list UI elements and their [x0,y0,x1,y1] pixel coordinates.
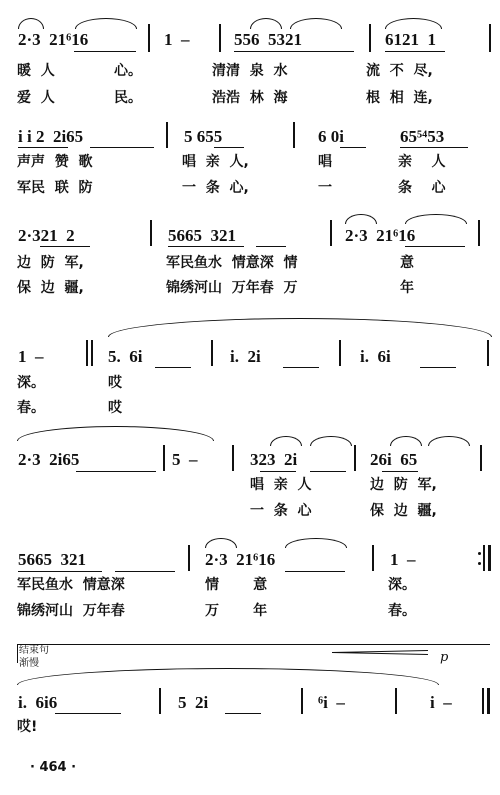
slur [428,436,470,446]
underline [310,471,346,472]
slur [270,436,302,446]
notes: 2·3 21⁶16 [345,226,416,245]
barline [148,24,150,52]
page-number: · 464 · [30,760,77,775]
lyric-line: 军民鱼水 情意深 [17,577,125,593]
underline [382,471,418,472]
slur [290,18,342,29]
underline [90,147,154,148]
slur [75,18,137,29]
lyric-line: 清清 泉 水 [212,63,288,79]
underline [115,571,175,572]
barline [232,445,234,471]
underline [168,246,244,247]
underline [256,246,286,247]
lyric-line: 意 [400,255,414,271]
repeat-dot [478,562,481,565]
barline [369,24,371,52]
slur [310,436,352,446]
lyric-line: 声声 赞 歌 [17,154,93,170]
lyric-line: 亲 人 [398,154,446,170]
underline [385,51,445,52]
barline [482,688,484,714]
notes: 26i 65 [370,450,418,469]
lyric-line: 年 [400,280,414,296]
lyric-line: 锦绣河山 万年春 [17,603,125,619]
barline [219,24,221,52]
barline [166,122,168,148]
notes: 5665 321 [168,226,236,245]
barline [159,688,161,714]
underline [18,571,102,572]
underline [40,246,90,247]
underline [420,367,456,368]
lyric-line: 一 [318,180,332,196]
lyric-line: 根 相 连, [366,90,433,106]
notes: 556 5321 [234,30,302,49]
slur [205,538,237,548]
lyric-line: 保 边 疆, [370,503,437,519]
repeat-barline [488,545,491,571]
lyric-line: 深。 [388,577,416,593]
barline [372,545,374,571]
lyric-line: 哎 [108,375,122,391]
lyric-line: 边 防 军, [17,255,84,271]
notes: 6 0i [318,127,344,146]
barline [150,220,152,246]
lyric-line: 春。 [17,400,45,416]
lyric-line: 军民 联 防 [17,180,93,196]
underline [405,246,465,247]
phrase-slur [17,668,439,685]
phrase-slur [108,318,492,337]
barline [354,445,356,471]
underline [74,51,136,52]
underline [225,713,261,714]
underline [155,367,191,368]
notes: 5 – [172,450,198,469]
barline [293,122,295,148]
lyric-line: 民。 [114,90,142,106]
barline [211,340,213,366]
slur [390,436,422,446]
barline [188,545,190,571]
lyric-line: 保 边 疆, [17,280,84,296]
lyric-line: 万 年 [205,603,268,619]
lyric-line: 一 条 心 [250,503,312,519]
underline [340,147,366,148]
lyric-line: 军民鱼水 情意深 情 [166,255,298,271]
lyric-line: 边 防 军, [370,477,437,493]
lyric-line: 唱 亲 人, [182,154,249,170]
underline [76,471,156,472]
barline [489,24,491,52]
notes: 5665 321 [18,550,86,569]
lyric-line: 哎 [108,400,122,416]
notes: 5 2i [178,693,209,712]
tempo-label: 渐慢 [19,658,39,669]
dynamic-mark: p [440,650,449,665]
barline [478,220,480,246]
notes: 2·321 2 [18,226,75,245]
notes: i i 2 2i65 [18,127,84,146]
barline [487,340,489,366]
lyric-line: 情 意 [205,577,268,593]
notes: ⁶i – [318,693,345,712]
barline [483,545,485,571]
notes: i. 2i [230,347,261,366]
barline [330,220,332,246]
lyric-line: 春。 [388,603,416,619]
lyric-line: 一 条 心, [182,180,249,196]
underline [214,147,244,148]
notes: 5. 6i [108,347,143,366]
barline [395,688,397,714]
underline [400,147,468,148]
notes: 65⁵⁴53 [400,127,445,146]
notes: 6121 1 [385,30,436,49]
lyric-line: 爱 人 [17,90,55,106]
notes: i. 6i6 [18,693,58,712]
slur [405,214,467,224]
notes: i – [430,693,452,712]
notes: 2·3 21⁶16 [18,30,89,49]
barline [301,688,303,714]
lyric-line: 流 不 尽, [366,63,433,79]
lyric-line: 条 心 [398,180,446,196]
ending-label: 结束句 [19,645,49,656]
notes: i. 6i [360,347,391,366]
slur [250,18,282,29]
notes: 2·3 21⁶16 [205,550,276,569]
lyric-line: 锦绣河山 万年春 万 [166,280,298,296]
barline [480,445,482,471]
final-barline [487,688,490,714]
notes: 5 655 [184,127,223,146]
lyric-line: 哎! [17,719,38,735]
lyric-line: 暖 人 [17,63,55,79]
phrase-slur [17,426,214,441]
notes: 2·3 2i65 [18,450,80,469]
lyric-line: 唱 亲 人 [250,477,312,493]
slur [18,18,44,29]
notes: 323 2i [250,450,298,469]
barline [86,340,88,366]
underline [234,51,354,52]
underline [285,571,345,572]
barline [163,445,165,471]
notes: 1 – [164,30,190,49]
notes: 1 – [390,550,416,569]
underline [18,147,68,148]
lyric-line: 深。 [17,375,45,391]
underline [260,471,296,472]
slur [385,18,442,29]
lyric-line: 唱 [318,154,332,170]
barline [91,340,93,366]
slur [345,214,377,224]
lyric-line: 心。 [114,63,142,79]
lyric-line: 浩浩 林 海 [212,90,288,106]
slur [285,538,347,548]
notes: 1 – [18,347,44,366]
underline [55,713,121,714]
barline [339,340,341,366]
underline [283,367,319,368]
repeat-dot [478,552,481,555]
